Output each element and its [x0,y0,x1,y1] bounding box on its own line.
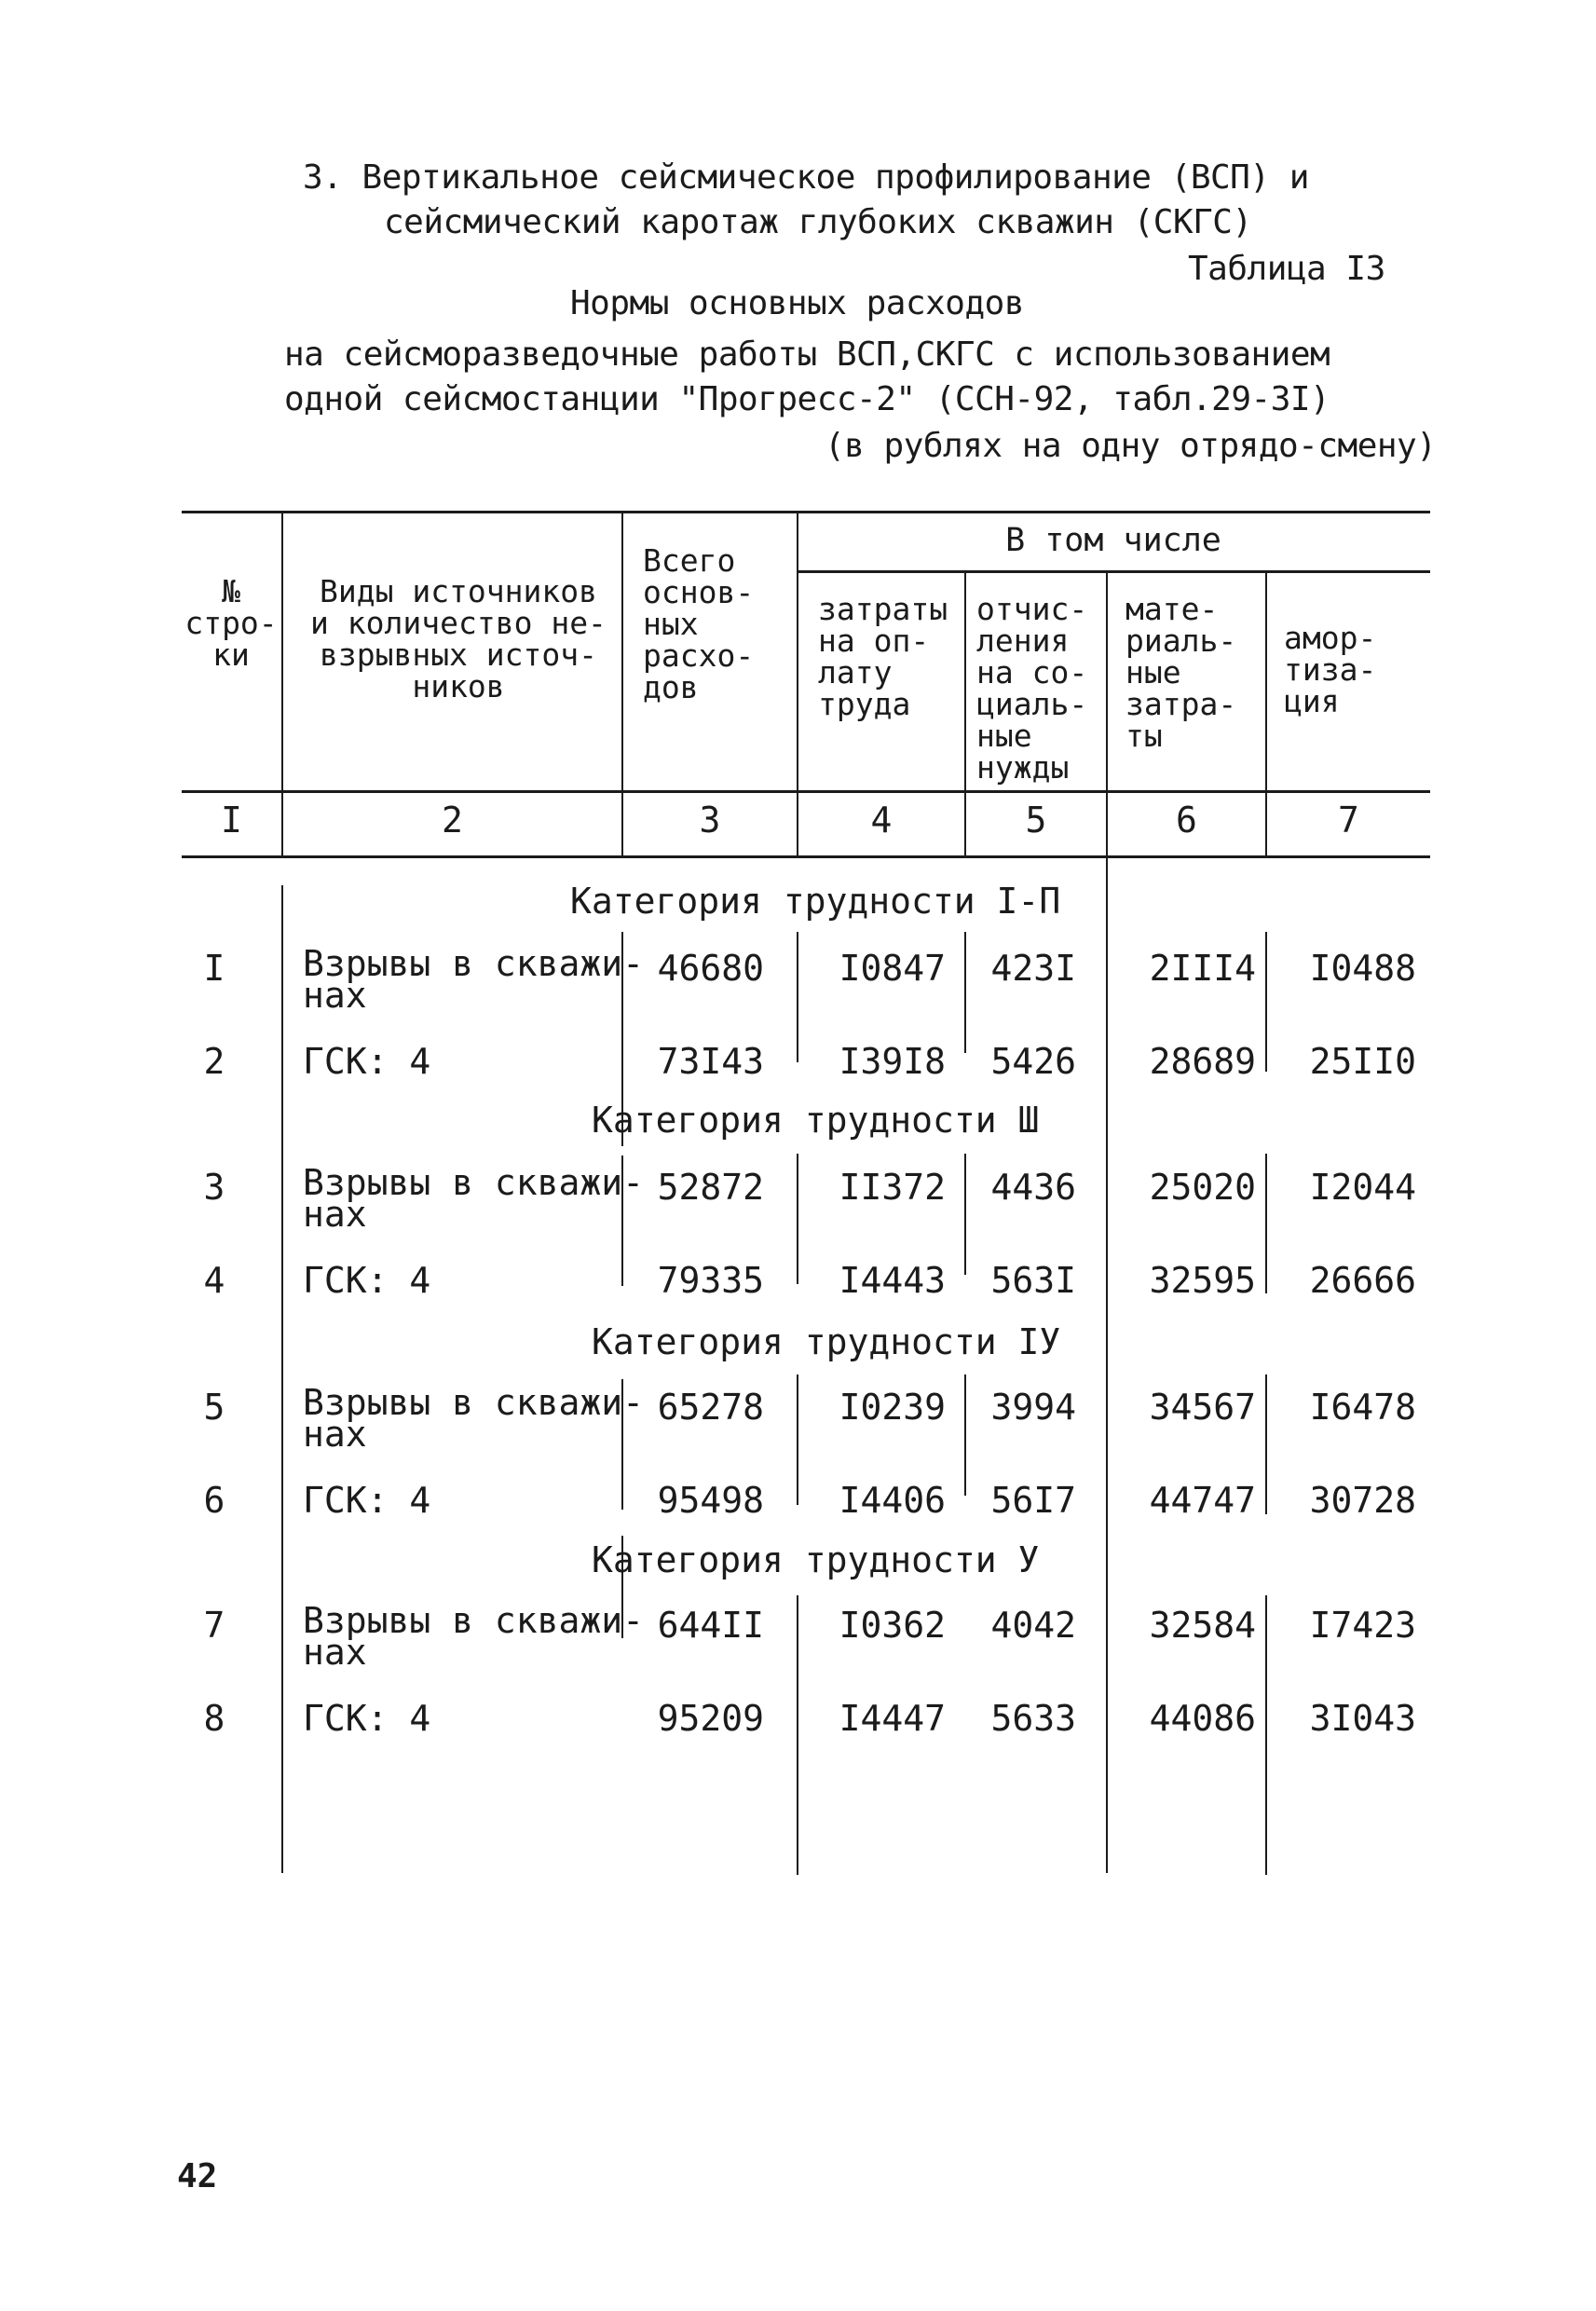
table-subtitle-line2: одной сейсмостанции "Прогресс-2" (ССН-92, табл.29-3I) [284,380,1330,418]
social-contributions: 5633 [990,1698,1076,1739]
labor-costs: I4406 [839,1480,946,1521]
social-contributions: 563I [990,1260,1076,1301]
category-heading: Категория трудности Ш [592,1100,1040,1141]
amortization: I7423 [1309,1605,1416,1646]
materials-costs: 28689 [1149,1041,1256,1082]
social-contributions: 3994 [990,1387,1076,1428]
column-number-7: 7 [1338,800,1359,841]
social-contributions: 4436 [990,1167,1076,1208]
source-type: Взрывы в скважи- нах [303,1382,645,1455]
amortization: 3I043 [1309,1698,1416,1739]
section-heading-line2: сейсмический каротаж глубоких скважин (СКГС) [384,203,1252,241]
labor-costs: II372 [839,1167,946,1208]
total-costs: 65278 [657,1387,764,1428]
column-number-3: 3 [699,800,721,841]
labor-costs: I0239 [839,1387,946,1428]
category-heading: Категория трудности У [592,1539,1040,1580]
row-number: 5 [203,1387,225,1428]
units-note: (в рублях на одну отрядо-смену) [825,427,1437,465]
labor-costs: I39I8 [839,1041,946,1082]
materials-costs: 34567 [1149,1387,1256,1428]
source-type: ГСК: 4 [303,1698,431,1739]
header-amortization: амор- тиза- ция [1284,620,1377,719]
source-type: Взрывы в скважи- нах [303,1162,645,1235]
social-contributions: 5426 [990,1041,1076,1082]
header-materials: мате- риаль- ные затра- ты [1125,591,1237,754]
header-social-contributions: отчис- ления на со- циаль- ные нужды [976,591,1088,786]
row-number: 2 [203,1041,225,1082]
source-type: ГСК: 4 [303,1480,431,1521]
materials-costs: 44747 [1149,1480,1256,1521]
column-number-2: 2 [442,800,463,841]
amortization: 26666 [1309,1260,1416,1301]
table-title: Нормы основных расходов [570,284,1024,322]
materials-costs: 32584 [1149,1605,1256,1646]
table-subtitle-line1: на сейсморазведочные работы ВСП,СКГС с использованием [284,335,1330,374]
row-number: 3 [203,1167,225,1208]
amortization: 30728 [1309,1480,1416,1521]
total-costs: 95498 [657,1480,764,1521]
section-heading-line1: 3. Вертикальное сейсмическое профилирование (ВСП) и [303,158,1309,197]
amortization: I2044 [1309,1167,1416,1208]
header-labor-costs: затраты на оп- лату труда [818,591,948,722]
source-type: Взрывы в скважи- нах [303,1600,645,1673]
column-number-6: 6 [1176,800,1197,841]
labor-costs: I0847 [839,948,946,989]
category-heading: Категория трудности I-П [570,881,1061,922]
header-total-costs: Всего основ- ных расхо- дов [643,542,755,705]
total-costs: 52872 [657,1167,764,1208]
page-number: 42 [177,2157,218,2195]
row-number: 7 [203,1605,225,1646]
row-number: 8 [203,1698,225,1739]
materials-costs: 32595 [1149,1260,1256,1301]
column-number-4: 4 [870,800,893,841]
labor-costs: I4447 [839,1698,946,1739]
source-type: ГСК: 4 [303,1260,431,1301]
total-costs: 95209 [657,1698,764,1739]
labor-costs: I0362 [839,1605,946,1646]
materials-costs: 2III4 [1149,948,1256,989]
labor-costs: I4443 [839,1260,946,1301]
row-number: 6 [203,1480,225,1521]
social-contributions: 4042 [990,1605,1076,1646]
column-number-5: 5 [1025,800,1047,841]
source-type: Взрывы в скважи- нах [303,943,645,1016]
materials-costs: 25020 [1149,1167,1256,1208]
materials-costs: 44086 [1149,1698,1256,1739]
column-number-1: I [221,800,242,841]
total-costs: 79335 [657,1260,764,1301]
total-costs: 46680 [657,948,764,989]
row-number: I [203,948,225,989]
row-number: 4 [203,1260,225,1301]
amortization: I0488 [1309,948,1416,989]
total-costs: 644II [657,1605,764,1646]
category-heading: Категория трудности IУ [592,1321,1061,1362]
total-costs: 73I43 [657,1041,764,1082]
table-label: Таблица I3 [1188,250,1385,288]
amortization: I6478 [1309,1387,1416,1428]
source-type: ГСК: 4 [303,1041,431,1082]
header-including-group: В том числе [1005,522,1221,559]
amortization: 25II0 [1309,1041,1416,1082]
header-row-number: № стро- ки [184,573,278,673]
social-contributions: 56I7 [990,1480,1076,1521]
header-source-type: Виды источников и количество не- взрывных источ- ников [310,573,607,704]
social-contributions: 423I [990,948,1076,989]
